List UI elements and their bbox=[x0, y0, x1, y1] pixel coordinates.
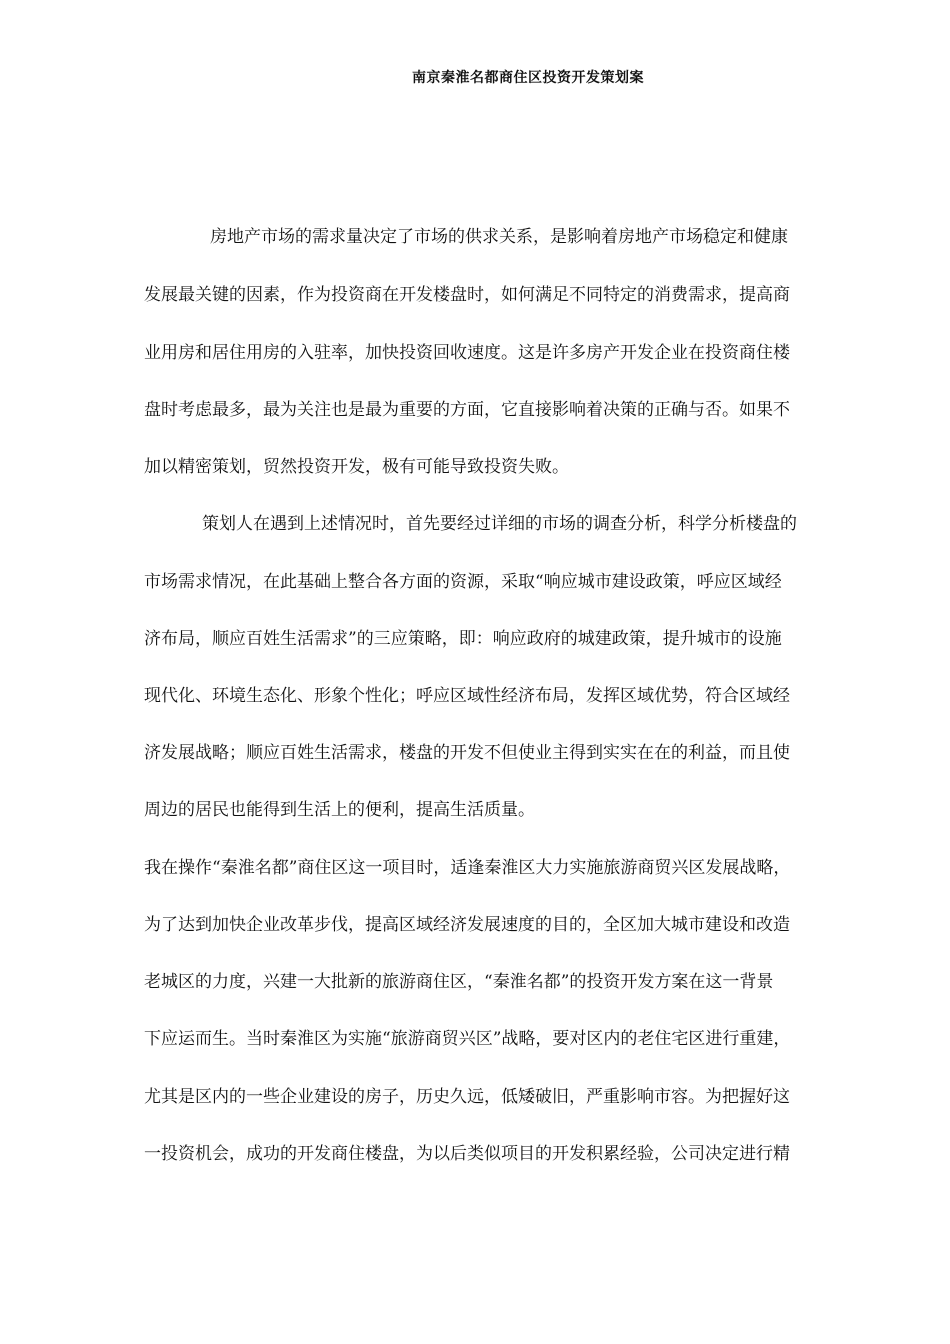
paragraph-line: 市场需求情况，在此基础上整合各方面的资源，采取“响应城市建设政策，呼应区域经 bbox=[144, 572, 782, 592]
paragraph-line: 盘时考虑最多，最为关注也是最为重要的方面，它直接影响着决策的正确与否。如果不 bbox=[144, 400, 790, 420]
paragraph-line: 业用房和居住用房的入驻率，加快投资回收速度。这是许多房产开发企业在投资商住楼 bbox=[144, 343, 790, 363]
paragraph-line: 现代化、环境生态化、形象个性化；呼应区域性经济布局，发挥区域优势，符合区域经 bbox=[144, 686, 790, 706]
paragraph-line: 发展最关键的因素，作为投资商在开发楼盘时，如何满足不同特定的消费需求，提高商 bbox=[144, 285, 790, 305]
document-title: 南京秦淮名都商住区投资开发策划案 bbox=[412, 70, 644, 86]
paragraph-line: 老城区的力度，兴建一大批新的旅游商住区，“秦淮名都”的投资开发方案在这一背景 bbox=[144, 972, 774, 992]
paragraph-line: 为了达到加快企业改革步伐，提高区域经济发展速度的目的，全区加大城市建设和改造 bbox=[144, 915, 790, 935]
paragraph-line: 周边的居民也能得到生活上的便利，提高生活质量。 bbox=[144, 800, 535, 820]
paragraph-line: 房地产市场的需求量决定了市场的供求关系，是影响着房地产市场稳定和健康 bbox=[210, 227, 788, 247]
paragraph-line: 济发展战略；顺应百姓生活需求，楼盘的开发不但使业主得到实实在在的利益，而且使 bbox=[144, 743, 790, 763]
paragraph-line: 加以精密策划，贸然投资开发，极有可能导致投资失败。 bbox=[144, 457, 569, 477]
paragraph-line: 我在操作“秦淮名都”商住区这一项目时，适逢秦淮区大力实施旅游商贸兴区发展战略， bbox=[144, 858, 791, 878]
paragraph-line: 策划人在遇到上述情况时，首先要经过详细的市场的调查分析，科学分析楼盘的 bbox=[202, 514, 797, 534]
paragraph-line: 一投资机会，成功的开发商住楼盘，为以后类似项目的开发积累经验，公司决定进行精 bbox=[144, 1144, 790, 1164]
paragraph-line: 尤其是区内的一些企业建设的房子，历史久远，低矮破旧，严重影响市容。为把握好这 bbox=[144, 1087, 790, 1107]
paragraph-line: 下应运而生。当时秦淮区为实施“旅游商贸兴区”战略，要对区内的老住宅区进行重建， bbox=[144, 1029, 791, 1049]
paragraph-line: 济布局，顺应百姓生活需求”的三应策略，即：响应政府的城建政策，提升城市的设施 bbox=[144, 629, 782, 649]
